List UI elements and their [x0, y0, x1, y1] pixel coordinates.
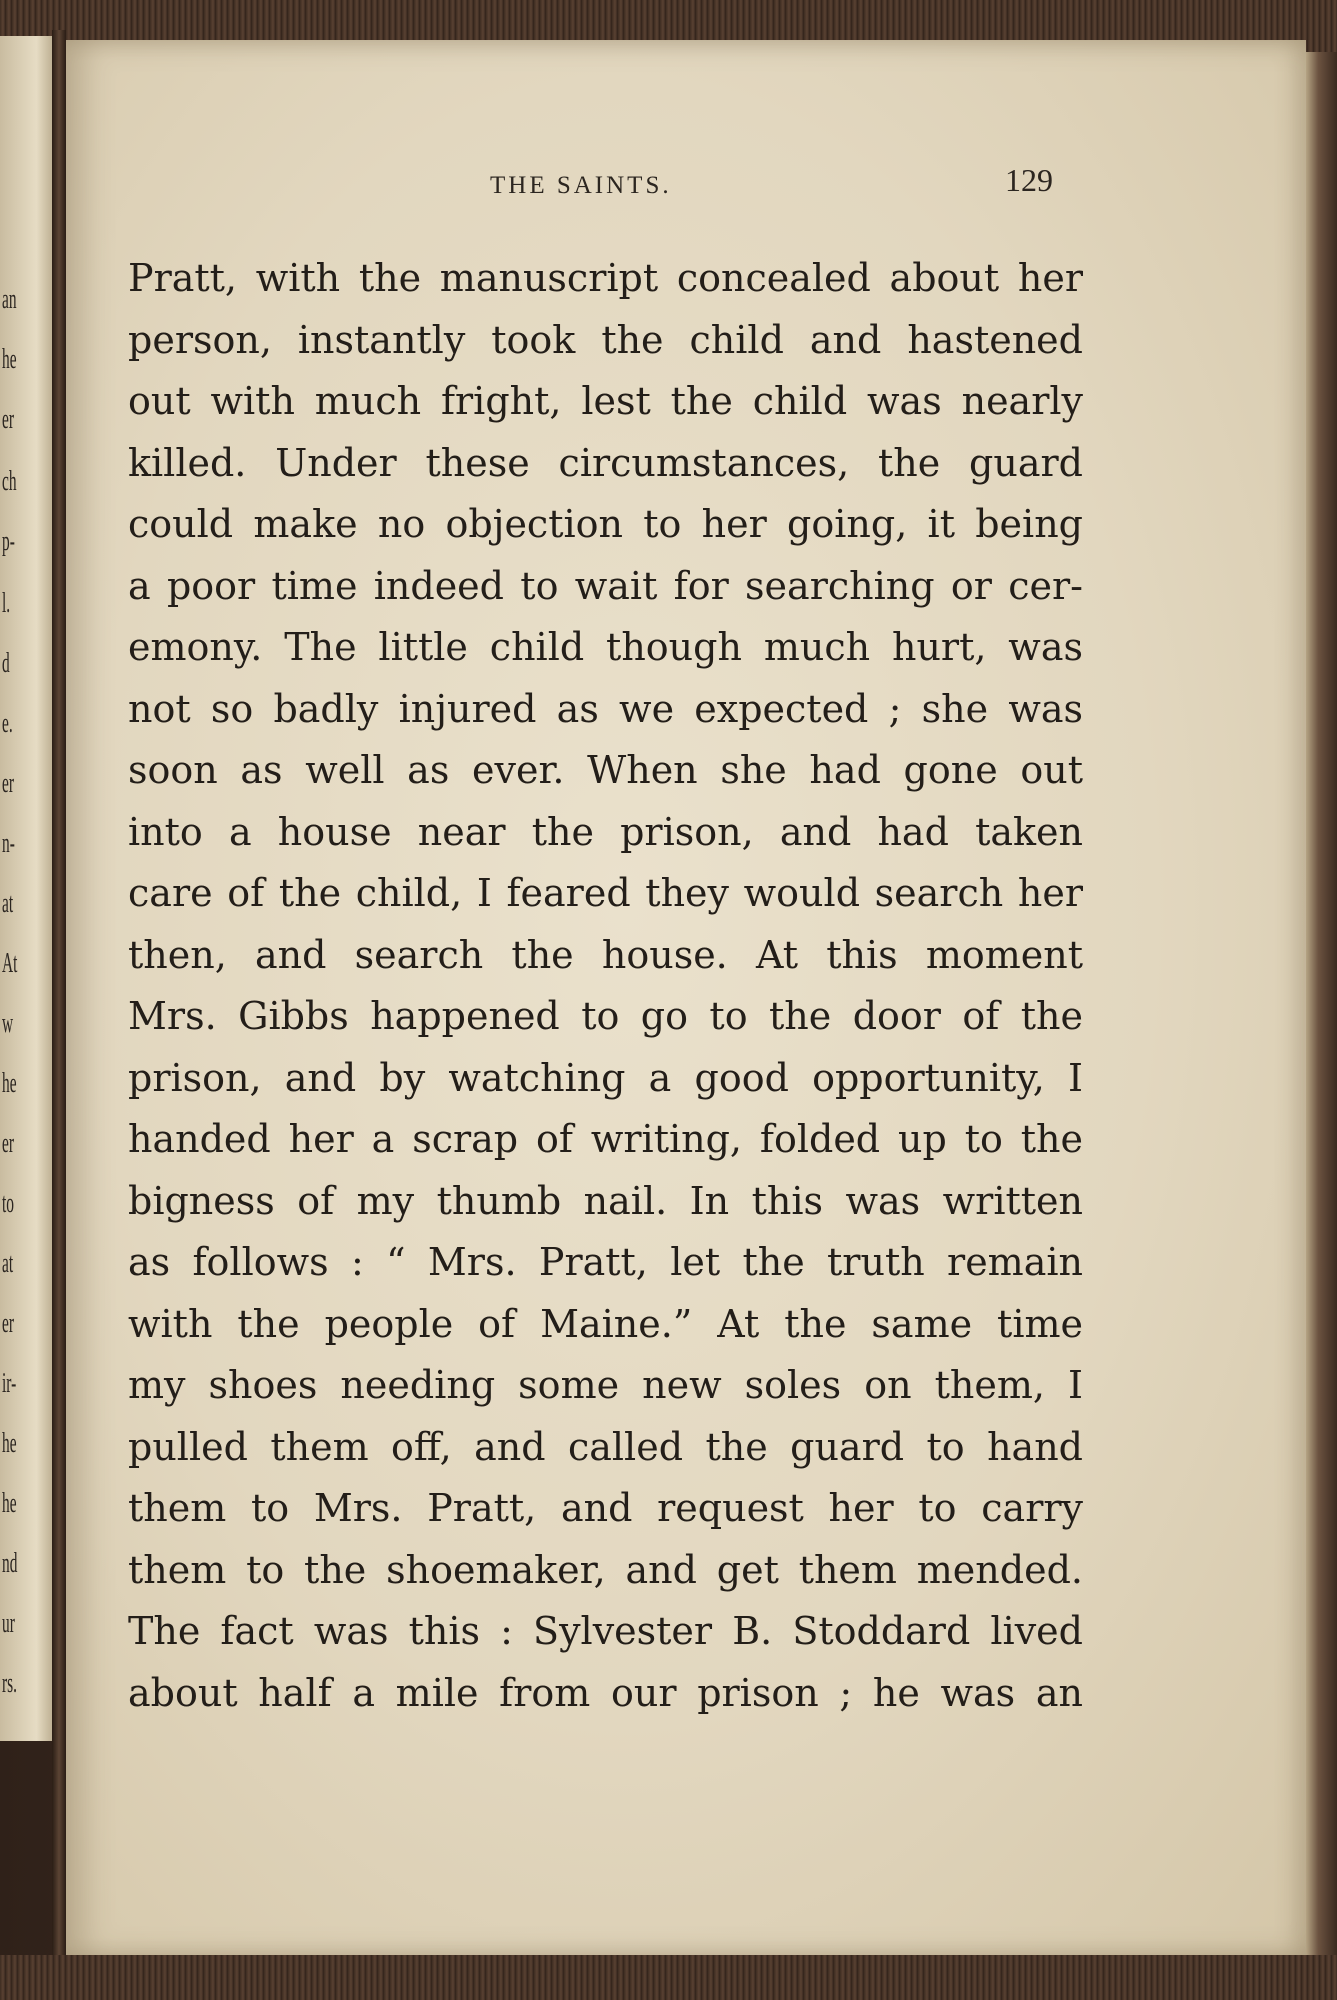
previous-page-fragment: ir-	[2, 1368, 17, 1399]
previous-page-edge	[0, 36, 52, 1741]
previous-page-fragment: er	[2, 1308, 14, 1339]
previous-page-fragment: e.	[2, 708, 13, 739]
previous-page-fragment: At	[2, 948, 18, 979]
text-line: Pratt, with the manuscript concealed about her	[128, 256, 1083, 300]
page-number: 129	[1005, 162, 1053, 198]
text-line: Mrs. Gibbs happened to go to the door of the	[128, 994, 1083, 1038]
previous-page-fragment: at	[2, 888, 14, 919]
running-head: THE SAINTS.	[490, 172, 672, 199]
previous-page-fragment: er	[2, 404, 14, 435]
previous-page-fragment: at	[2, 1248, 14, 1279]
text-line: out with much fright, lest the child was nearly	[128, 379, 1083, 423]
text-line: into a house near the prison, and had taken	[128, 809, 1083, 854]
previous-page-fragment: er	[2, 768, 14, 799]
text-line: pulled them off, and called the guard to hand	[128, 1424, 1083, 1469]
previous-page-fragment: he	[2, 1068, 17, 1099]
text-line: could make no objection to her going, it being	[128, 502, 1083, 546]
cloth-binding-bottom	[0, 1955, 1337, 2000]
text-line: a poor time indeed to wait for searching or cer-	[128, 563, 1083, 608]
previous-page-fragment: l.	[2, 588, 11, 619]
previous-page-fragment: he	[2, 1488, 17, 1519]
text-line: bigness of my thumb nail. In this was written	[128, 1178, 1083, 1223]
body-text	[128, 248, 1083, 1724]
text-line: care of the child, I feared they would search her	[128, 871, 1083, 915]
previous-page-fragment: p-	[2, 526, 15, 557]
previous-page-fragment: he	[2, 344, 17, 375]
previous-page-fragment: an	[2, 284, 17, 315]
text-line: handed her a scrap of writing, folded up to the	[128, 1117, 1083, 1161]
text-line: emony. The little child though much hurt, was	[128, 625, 1083, 669]
previous-page-fragment: d	[2, 648, 10, 679]
text-line: about half a mile from our prison ; he was an	[128, 1670, 1083, 1715]
book-gutter	[52, 30, 66, 1955]
text-line: them to Mrs. Pratt, and request her to carry	[128, 1486, 1083, 1530]
text-line: them to the shoemaker, and get them mended.	[128, 1547, 1083, 1592]
page-edge-right	[1306, 52, 1337, 1957]
text-line: my shoes needing some new soles on them, I	[128, 1363, 1083, 1407]
text-line: The fact was this : Sylvester B. Stoddard lived	[128, 1609, 1083, 1653]
previous-page-fragment: to	[2, 1188, 14, 1219]
text-line: with the people of Maine.” At the same time	[128, 1301, 1083, 1346]
text-line: as follows : “ Mrs. Pratt, let the truth remain	[128, 1240, 1083, 1284]
text-line: then, and search the house. At this moment	[128, 932, 1083, 977]
previous-page-fragment: w	[2, 1008, 14, 1039]
text-line: person, instantly took the child and hastened	[128, 317, 1083, 362]
previous-page-fragment: rs.	[2, 1668, 17, 1699]
text-line: killed. Under these circumstances, the guard	[128, 440, 1083, 485]
text-line: not so badly injured as we expected ; she was	[128, 686, 1083, 731]
previous-page-fragment: he	[2, 1428, 17, 1459]
previous-page-fragment: ur	[2, 1608, 15, 1639]
text-line: prison, and by watching a good opportunity, I	[128, 1055, 1083, 1100]
previous-page-fragment: nd	[2, 1548, 18, 1579]
text-line: soon as well as ever. When she had gone out	[128, 748, 1083, 792]
previous-page-fragment: ch	[2, 466, 17, 497]
previous-page-fragment: n-	[2, 828, 15, 859]
previous-page-fragment: er	[2, 1128, 14, 1159]
